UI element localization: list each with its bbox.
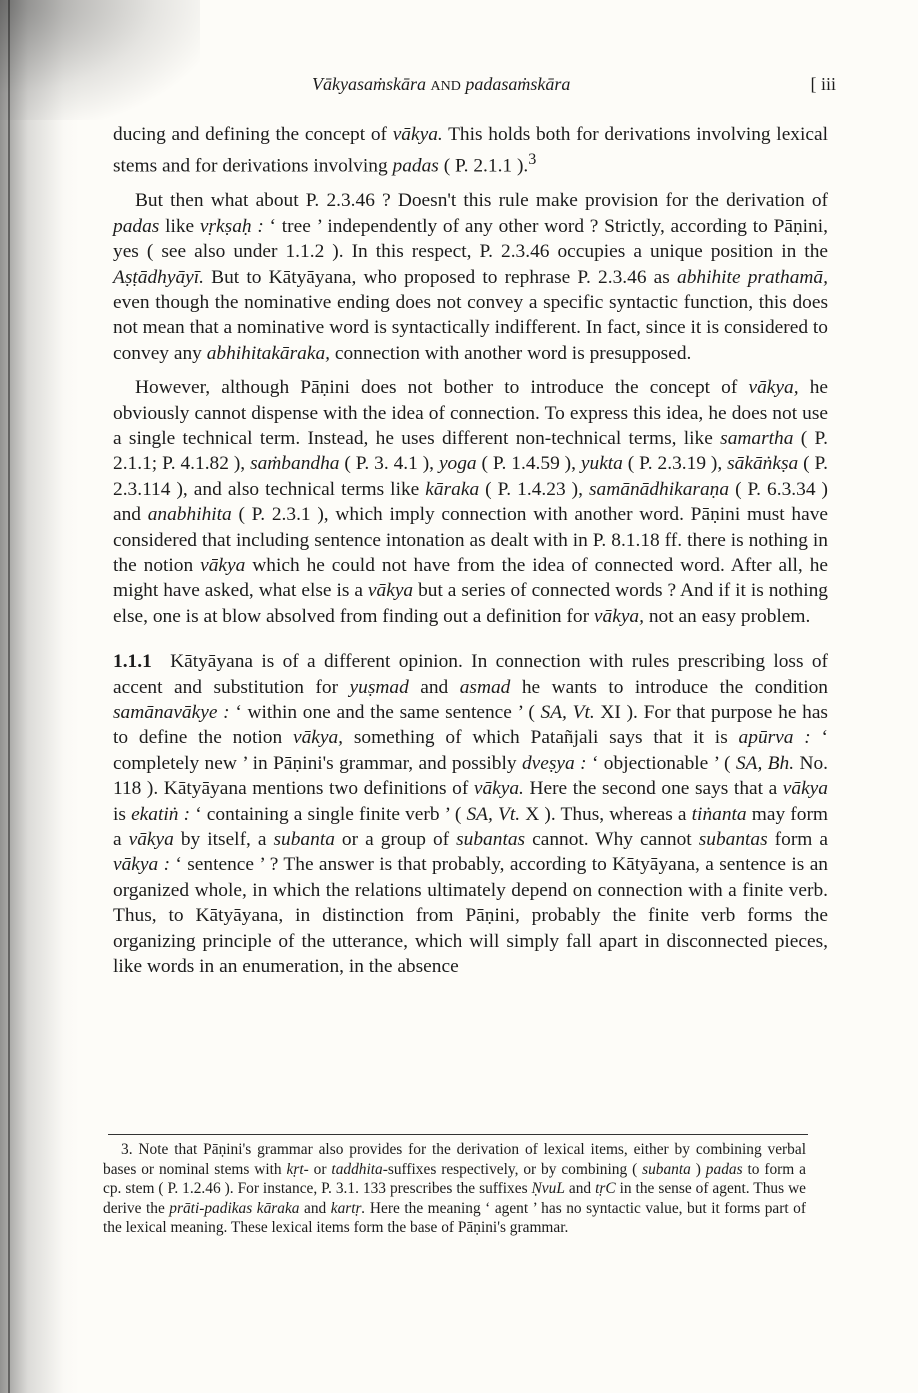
page-number: [ iii: [810, 74, 836, 94]
italic-term: SA, Vt.: [540, 702, 595, 723]
italic-term: yukta: [580, 453, 623, 475]
text-run: ‘ completely new ’ in Pāṇini's grammar, and possibly: [113, 727, 828, 774]
italic-term: vṛkṣaḥ :: [199, 215, 264, 237]
italic-term: dveṣya :: [521, 752, 587, 774]
binding-shadow: [0, 0, 80, 1393]
text-run: something of which Patañjali says that it is: [343, 727, 739, 749]
italic-term: tṛC: [595, 1180, 616, 1198]
italic-term: kāraka: [425, 478, 480, 500]
paragraph: [113, 188, 828, 366]
text-run: and: [564, 1180, 596, 1198]
text-run: ( P. 3. 4.1 ),: [339, 453, 439, 475]
text-run: like: [159, 215, 200, 237]
text-run: ( P. 2.1.1; P. 4.1.82 ),: [113, 427, 828, 475]
italic-term: SA, Bh.: [735, 752, 795, 774]
section-number: 1.1.1: [113, 651, 152, 673]
italic-term: subantas: [456, 829, 526, 851]
text-run: but a series of connected words ? And if it is nothing else, one is at blow absolved from finding out a definition for: [113, 580, 828, 627]
italic-term: ṆvuL: [531, 1180, 565, 1198]
text-run: even though the nominative ending does not convey a specific syntactic function, this does not mean that a nominative word is syntactically indifferent. In fact, since it is considered to convey any: [113, 291, 828, 364]
italic-term: yuṣmad: [349, 676, 409, 698]
text-run: in the sense of agent. Thus we derive the: [103, 1180, 807, 1217]
text-run: ‘ within one and the same sentence ’ (: [229, 702, 541, 723]
italic-term: vākya :: [113, 854, 171, 876]
italic-term: ekatiṅ :: [131, 803, 191, 825]
italic-term: vākya,: [292, 727, 344, 749]
italic-term: vākya: [782, 778, 828, 800]
footnote-ref: 3: [528, 151, 537, 169]
text-run: and: [408, 676, 460, 698]
italic-term: vākya: [367, 580, 414, 602]
italic-term: samartha: [720, 427, 794, 449]
text-run: XI ). For that purpose he has to define the notion: [113, 702, 828, 749]
italic-term: abhihitakāraka,: [206, 342, 331, 364]
italic-term: padas: [113, 215, 160, 237]
text-run: ‘ objectionable ’ (: [586, 752, 736, 774]
text-run: 3. Note that Pāṇini's grammar also provides for the derivation of lexical items, either by combining verbal bases or nominal stems with: [103, 1141, 806, 1178]
italic-term: anabhihita: [147, 504, 232, 526]
text-run: he obviously cannot dispense with the idea of connection. To express this idea, he does not use a single technical term. Instead, he uses different non-technical terms, like: [113, 377, 828, 449]
italic-term: vākya: [200, 554, 246, 576]
text-run: ( P. 2.3.114 ), and also technical terms like: [113, 453, 828, 500]
italic-term: subanta: [642, 1160, 691, 1178]
text-run: cannot. Why cannot: [525, 829, 699, 851]
text-run: or: [308, 1160, 332, 1178]
text-run: ‘ sentence ’ ? The answer is that probably, according to Kātyāyana, a sentence is an organized whole, in which the relations ultimately depend on connection with a finite verb. Thus, to Kātyāyana, in distinction from Pāṇini, probably the finite verb forms the organizing principle of the utterance, which will simply fall apart in disconnected pieces, like words in an enumeration, in the absence: [113, 854, 829, 978]
text-run: he wants to introduce the condition: [510, 676, 829, 698]
footnote: [103, 1140, 806, 1238]
italic-term: saṁbandha: [250, 453, 340, 475]
section-paragraph: [113, 649, 828, 979]
body-text: [113, 122, 828, 979]
footnote-text: [103, 1140, 806, 1238]
text-run: Kātyāyana is of a different opinion. In connection with rules prescribing loss of accent and substitution for: [113, 651, 828, 698]
italic-term: vākya,: [593, 605, 644, 627]
text-run: is: [113, 803, 132, 825]
spine-edge: [8, 0, 10, 1393]
text-run: ( P. 2.3.19 ),: [622, 453, 728, 475]
text-run: and: [299, 1199, 331, 1217]
italic-term: sākāṅkṣa: [727, 453, 799, 475]
text-run: connection with another word is presupposed.: [330, 342, 692, 364]
text-run: Here the meaning ‘ agent ’ has no syntactic value, but it forms part of the lexical meaning. These lexical items form the base of Pāṇini's grammar.: [103, 1199, 806, 1237]
italic-term: padas: [392, 155, 439, 177]
text-run: ( P. 1.4.59 ),: [476, 453, 581, 475]
text-run: ducing and defining the concept of: [113, 124, 393, 145]
italic-term: vākya,: [748, 377, 799, 399]
paragraph: [113, 375, 828, 629]
text-run: ( P. 2.1.1 ).: [438, 155, 529, 177]
italic-term: yoga: [438, 453, 477, 475]
text-run: form a: [767, 829, 828, 851]
running-header: [312, 74, 836, 100]
italic-term: vākya: [128, 829, 174, 851]
text-run: -suffixes respectively, or by combining (: [382, 1160, 643, 1178]
text-run: But then what about P. 2.3.46 ? Doesn't this rule make provision for the derivation of: [135, 190, 828, 212]
italic-term: subantas: [698, 829, 768, 851]
text-run: ‘ containing a single finite verb ’ (: [190, 803, 467, 825]
footnote-rule: [108, 1134, 808, 1135]
italic-term: vākya.: [473, 778, 524, 800]
text-run: to form a cp. stem ( P. 1.2.46 ). For instance, P. 3.1. 133 prescribes the suffixes: [103, 1160, 807, 1198]
italic-term: prāti-padikas kāraka: [169, 1199, 300, 1217]
italic-term: kṛt-: [286, 1160, 309, 1178]
running-title: Vākyasaṁskāra AND padasaṁskāra: [312, 74, 571, 94]
italic-term: samānavākye :: [113, 702, 230, 723]
italic-term: padas: [705, 1160, 743, 1178]
text-run: X ). Thus, whereas a: [520, 803, 692, 825]
italic-term: apūrva :: [738, 727, 811, 749]
text-run: may form a: [113, 803, 828, 851]
corner-shadow: [0, 0, 200, 120]
text-run: ‘ tree ’ independently of any other word ? Strictly, according to Pāṇini, yes ( see also under 1.1.2 ). In this respect, P. 2.3.46 occupies a unique position in the: [113, 215, 828, 263]
text-run: which he could not have from the idea of connected word. After all, he might have asked, what else is a: [113, 554, 828, 602]
text-run: No. 118 ). Kātyāyana mentions two definitions of: [113, 752, 829, 800]
italic-term: Aṣṭādhyāyī.: [113, 266, 205, 288]
text-run: ( P. 2.3.1 ), which imply connection with another word. Pāṇini must have considered that including sentence intonation as dealt with in P. 8.1.18 ff. there is nothing in the notion: [113, 504, 828, 576]
italic-term: kartṛ.: [330, 1199, 366, 1217]
italic-term: asmad: [459, 676, 511, 698]
italic-term: samānādhikaraṇa: [589, 478, 730, 500]
italic-term: vākya.: [392, 124, 443, 145]
text-run: ( P. 6.3.34 ) and: [113, 478, 829, 526]
italic-term: taddhita: [331, 1160, 383, 1178]
text-run: by itself, a: [173, 829, 274, 851]
italic-term: subanta: [273, 829, 335, 851]
italic-term: abhihite prathamā,: [677, 266, 828, 288]
text-run: ( P. 1.4.23 ),: [479, 478, 589, 500]
text-run: However, although Pāṇini does not bother to introduce the concept of: [135, 377, 749, 399]
italic-term: tiṅanta: [691, 803, 747, 825]
text-run: or a group of: [334, 829, 457, 851]
text-run: But to Kātyāyana, who proposed to rephrase P. 2.3.46 as: [204, 266, 677, 288]
paragraph: [113, 122, 828, 179]
text-run: Here the second one says that a: [523, 778, 783, 800]
text-run: This holds both for derivations involving lexical stems and for derivations involving: [113, 124, 828, 177]
text-run: not an easy problem.: [643, 605, 811, 627]
text-run: ): [690, 1160, 706, 1178]
italic-term: SA, Vt.: [466, 803, 521, 825]
